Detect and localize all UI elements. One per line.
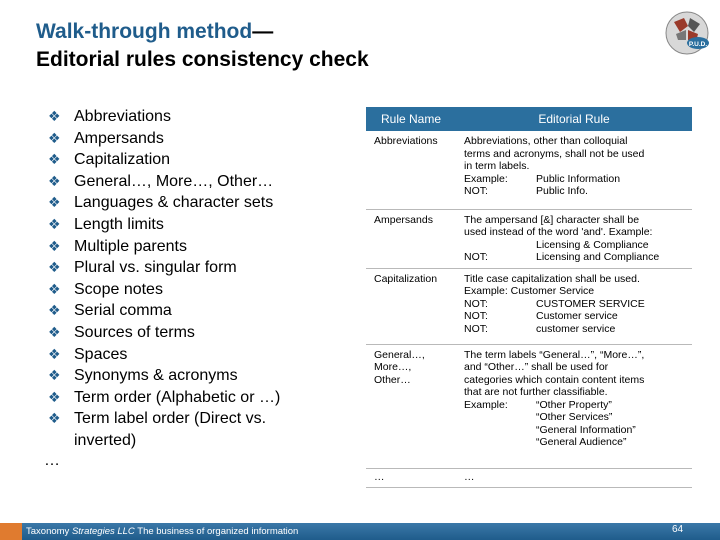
list-item: ❖ Synonyms & acronyms — [48, 365, 348, 387]
rule-name-cell: Ampersands — [366, 209, 456, 268]
table-row — [366, 268, 692, 344]
diamond-bullet-icon: ❖ — [48, 108, 61, 124]
title-part1: Walk-through method — [36, 20, 253, 43]
diamond-bullet-icon: ❖ — [48, 215, 61, 232]
table-row — [366, 344, 692, 468]
rule-cell: The ampersand [&] character shall be used instead of the word 'and'. Example: Licensing & Compliance NOT: Licensing and Compliance — [456, 209, 692, 268]
diamond-bullet-icon: ❖ — [48, 259, 61, 276]
diamond-bullet-icon: ❖ — [48, 129, 61, 146]
column-header-rule-name: Rule Name — [366, 107, 456, 131]
list-item: ❖ Abbreviations — [48, 106, 348, 128]
title-dash: — — [252, 20, 274, 43]
list-item: ❖ Term label order (Direct vs. inverted) — [48, 410, 267, 449]
footer-company: Taxonomy — [26, 526, 70, 537]
rule-cell: Abbreviations, other than colloquial terms and acronyms, shall not be used in term labels. Example: Public Information NOT: Public Info. — [456, 131, 692, 209]
list-item: ❖ Sources of terms — [48, 322, 348, 344]
diamond-bullet-icon: ❖ — [48, 367, 61, 384]
list-item: ❖ Capitalization — [48, 149, 348, 171]
slide-title — [36, 18, 636, 74]
rule-cell: The term labels “General…”, “More…”, and “Other…” shall be used for categories which contain content items that are not further classifiable. Example: “Other Property” “Other Services” “General Information” “General Audience” — [456, 344, 692, 468]
diamond-bullet-icon: ❖ — [48, 172, 61, 189]
list-item: ❖ Spaces — [48, 344, 348, 366]
list-item: ❖ Serial comma — [48, 300, 348, 322]
footer-tagline: The business of organized information — [137, 526, 299, 537]
column-header-editorial-rule: Editorial Rule — [456, 107, 692, 131]
table-row — [366, 209, 692, 268]
list-item: ❖ Ampersands — [48, 128, 348, 150]
pud-logo — [664, 10, 710, 56]
diamond-bullet-icon: ❖ — [48, 194, 61, 211]
editorial-rules-table — [366, 107, 692, 488]
list-item: ❖ Scope notes — [48, 279, 348, 301]
list-item: ❖ Languages & character sets — [48, 192, 348, 214]
rule-name-cell: Abbreviations — [366, 131, 456, 209]
rule-cell: Title case capitalization shall be used. Example: Customer Service NOT: CUSTOMER SERVICE NOT: Customer service NOT: customer service — [456, 268, 692, 344]
table-row — [366, 468, 692, 488]
diamond-bullet-icon: ❖ — [48, 323, 61, 340]
logo-label: P.U.D. — [688, 41, 708, 48]
list-item: ❖ Length limits — [48, 214, 348, 236]
diamond-bullet-icon: ❖ — [48, 151, 61, 168]
diamond-bullet-icon: ❖ — [48, 345, 61, 362]
diamond-bullet-icon: ❖ — [48, 237, 61, 254]
title-line2: Editorial rules consistency check — [36, 48, 369, 71]
rule-name-cell: General…, More…, Other… — [366, 344, 456, 468]
list-item: ❖ Plural vs. singular form — [48, 257, 348, 279]
footer-text — [26, 526, 298, 537]
page-number: 64 — [672, 524, 684, 535]
footer-company-italic: Strategies LLC — [71, 526, 135, 537]
rule-name-cell: Capitalization — [366, 268, 456, 344]
diamond-bullet-icon: ❖ — [48, 280, 61, 297]
bullet-ellipsis: … — [44, 452, 60, 469]
list-item: ❖ Multiple parents — [48, 236, 348, 258]
rule-name-cell: … — [366, 468, 456, 488]
table-row — [366, 131, 692, 209]
rules-bullet-list — [48, 106, 348, 452]
diamond-bullet-icon: ❖ — [48, 410, 61, 427]
list-item: ❖ Term order (Alphabetic or …) — [48, 387, 348, 409]
list-item: ❖ General…, More…, Other… — [48, 171, 348, 193]
rule-cell: … — [456, 468, 692, 488]
diamond-bullet-icon: ❖ — [48, 388, 61, 405]
footer-accent — [0, 523, 22, 540]
diamond-bullet-icon: ❖ — [48, 302, 61, 319]
